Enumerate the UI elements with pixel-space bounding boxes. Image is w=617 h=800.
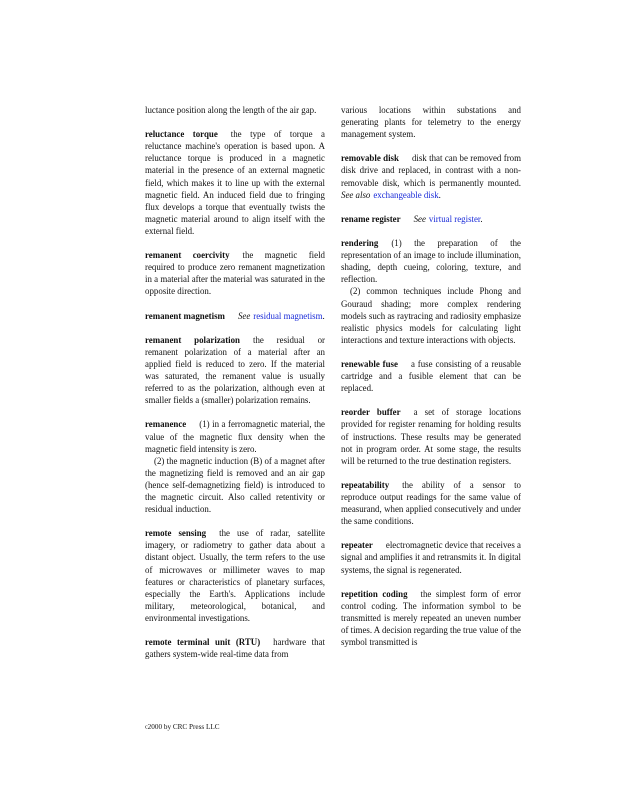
entry-definition: a set of storage locations provided for register renaming for holding results of instructions. These results may be generated not in program order. At some stage, the results will be returned to the true destination registers. [341,407,521,466]
entry-reorder-buffer [341,406,521,466]
cross-reference-link[interactable]: exchangeable disk [373,189,439,200]
entry-term: removable disk [341,153,399,164]
entry-repetition-coding [341,588,521,648]
entry-term: rename register [341,213,401,224]
entry-term: reluctance torque [145,129,218,140]
entry-definition-2: (2) common techniques include Phong and Gouraud shading; more complex rendering models such as raytracing and radiosity emphasize realistic physics models for calculating light interactions and texture interactions with objects. [341,286,521,345]
entry-remote-terminal-unit [145,636,325,660]
copyright-footer [145,722,220,733]
entry-repeatability [341,479,521,527]
copyright-text: 2000 by CRC Press LLC [147,723,220,731]
entry-definition: electromagnetic device that receives a signal and amplifies it and retransmits it. In digital systems, the signal is regenerated. [341,540,521,575]
right-column [341,104,521,660]
continuation-text: various locations within substations and generating plants for telemetry to the energy management system. [341,105,521,140]
entry-definition: the ability of a sensor to reproduce output readings for the same value of measurand, when applied consecutively and under the same conditions. [341,479,521,527]
entry-definition: the magnetic field required to produce zero remanent magnetization in a material after the material was saturated in the opposite direction. [145,250,325,297]
entry-definition: disk that can be removed from disk drive and replaced, in contrast with a non-removable disk, which is permanently mounted. [341,153,521,188]
see-reference: See [237,310,251,321]
entry-term: remanent coercivity [145,250,230,261]
entry-definition: (1) the preparation of the representation of an image to include illumination, shading, depth cueing, coloring, texture, and reflection. [341,238,521,285]
see-reference: See [413,213,426,224]
entry-term: renewable fuse [341,358,398,369]
entry-term: repetition coding [341,588,408,599]
entry-removable-disk: removable disk disk that can be removed from disk drive and replaced, in contrast with a non-removable disk, which is permanently mounted. See also exchangeable disk. [341,153,521,200]
entry-rename-register: rename register See virtual register. [341,213,483,224]
entry-remanent-polarization [145,334,325,407]
entry-repeater [341,539,521,575]
cross-reference-link[interactable]: virtual register [428,213,481,224]
entry-term: remanent polarization [145,334,240,345]
entry-definition: hardware that gathers system-wide real-time data from [145,637,325,660]
entry-term: repeatability [341,479,390,490]
entry-term: remote sensing [145,528,207,539]
continuation-text: luctance position along the length of the air gap. [145,105,317,115]
entry-term: remanence [145,419,187,430]
entry-definition: the type of torque a reluctance machine's operation is based upon. A reluctance torque is produced in a magnetic material in the presence of an external magnetic field, which makes it to line up with the external magnetic field. An induced field due to fringing flux develops a torque that eventually twists the magnetic material around to align itself with the external field. [145,129,325,236]
entry-term: repeater [341,540,373,551]
entry-remanent-magnetism: remanent magnetism See residual magnetism. [145,310,325,321]
entry-remanent-coercivity [145,249,325,297]
entry-definition-2: (2) the magnetic induction (B) of a magnet after the magnetizing field is removed and an air gap (hence self-demagnetizing field) is introduced to the magnetic circuit. Also called retentivity or residual induction. [145,455,325,515]
entry-definition: a fuse consisting of a reusable cartridge and a fusible element that can be replaced. [341,358,521,394]
entry-term: remote terminal unit (RTU) [145,637,261,648]
entry-term: rendering [341,238,379,249]
entry-remote-sensing [145,527,325,624]
entry-renewable-fuse [341,358,521,394]
entry-definition: the residual or remanent polarization of a material after an applied field is reduced to zero. If the material was saturated, the remanent value is usually referred to as the polarization, although even at smaller fields a (smaller) polarization remains. [145,334,325,406]
entry-remanence [145,418,325,515]
copyright-symbol: c [145,724,148,731]
entry-definition: the use of radar, satellite imagery, or radiometry to gather data about a distant object. Usually, the term refers to the use of microwaves or millimeter waves to map features or characteristics of planetary surfaces, especially the Earth's. Applications include military, meteorological, botanical, and environmental investigations. [145,528,325,623]
entry-term: remanent magnetism [145,310,225,321]
entry-definition: (1) in a ferromagnetic material, the value of the magnetic flux density when the magnetic field intensity is zero. [145,419,325,454]
entry-definition: the simplest form of error control coding. The information symbol to be transmitted is merely repeated an uneven number of times. A decision regarding the true value of the symbol transmitted is [341,588,521,648]
entry-term: reorder buffer [341,407,401,418]
entry-reluctance-torque [145,128,325,237]
entry-rendering [341,237,521,346]
see-also-reference: See also [341,189,371,200]
left-column [145,104,325,672]
cross-reference-link[interactable]: residual magnetism [253,310,323,321]
